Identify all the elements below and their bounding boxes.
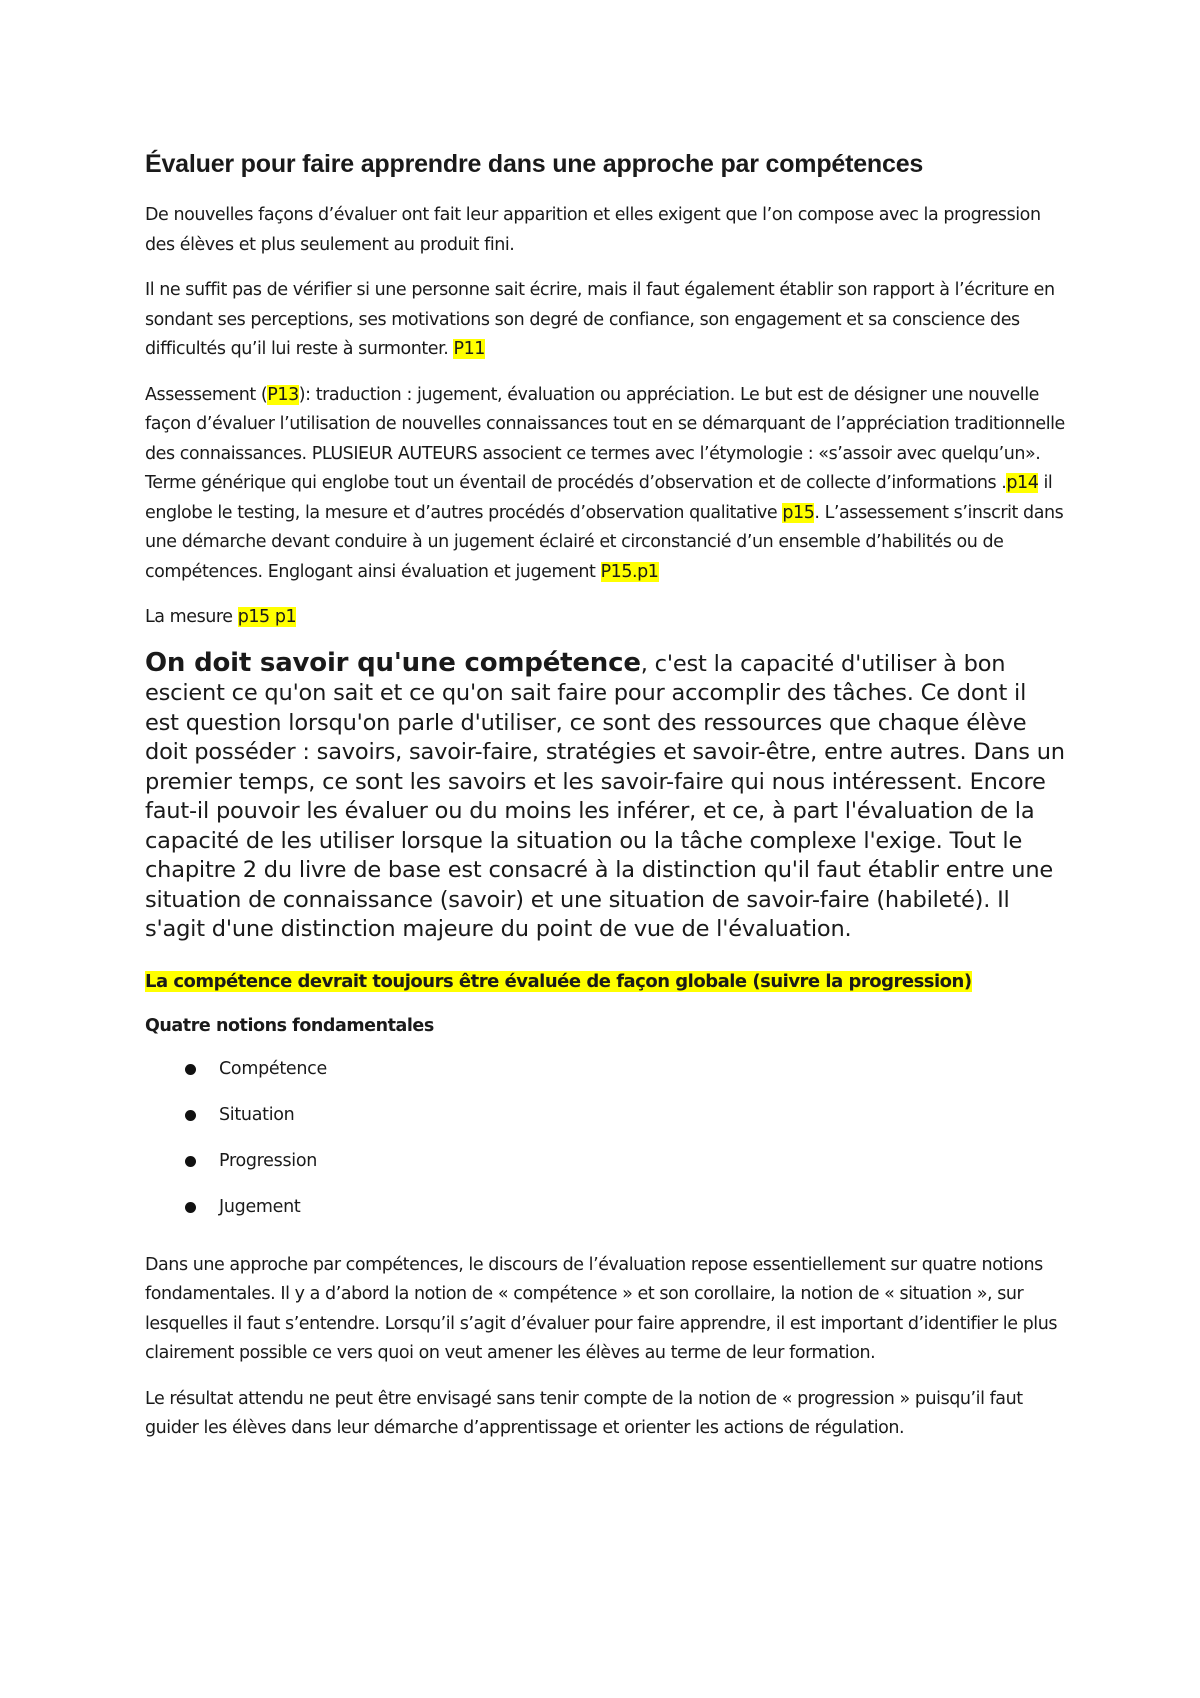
highlighted-heading-text: La compétence devrait toujours être évaluée de façon globale (suivre la progression) [145, 970, 972, 992]
page-reference-p13: P13 [267, 384, 299, 405]
paragraph-four-notions: Dans une approche par compétences, le discours de l’évaluation repose essentiellement sur quatre notions fondamentales. Il y a d’abord la notion de « compétence » et son corollaire, la notion de « situation », sur lesquelles il faut s’entendre. Lorsqu’il s’agit d’évaluer pour faire apprendre, il est important d’identifier le plus clairement possible ce vers quoi on veut amener les élèves au terme de leur formation. [145, 1254, 1058, 1363]
page-reference-p15-p1: P15.p1 [600, 561, 659, 582]
highlighted-heading [145, 967, 1065, 996]
paragraph-progression: Le résultat attendu ne peut être envisagé sans tenir compte de la notion de « progression » puisqu’il faut guider les élèves dans leur démarche d’apprentissage et orienter les actions de régulation. [145, 1388, 1023, 1438]
assessement-text-b: ): traduction : jugement, évaluation ou appréciation. Le but est de désigner une nouvelle façon d’évaluer l’utilisation de nouvelles connaissances tout en se démarquant de l’appréciation traditionnelle des connaissances. PLUSIEUR AUTEURS associent ce termes avec l’étymologie : «s’assoir avec quelqu’un». Terme générique qui englobe tout un éventail de procédés d’observation et de collecte d’informations . [145, 384, 1065, 493]
assessement-text-c: il englobe le testing, la mesure et d’autres procédés d’observation qualitative [145, 473, 1053, 523]
list-item [145, 1147, 1065, 1193]
bullet-icon [185, 1202, 196, 1213]
paragraph-intro: De nouvelles façons d’évaluer ont fait leur apparition et elles exigent que l’on compose avec la progression des élèves et plus seulement au produit fini. [145, 205, 1041, 255]
competence-lead: On doit savoir qu'une compétence [145, 647, 641, 678]
list-item-label: Jugement [219, 1196, 301, 1217]
paragraph-mesure [145, 603, 1065, 633]
paragraph-writing [145, 276, 1065, 365]
page-reference-p14: p14 [1006, 473, 1039, 493]
document-title: Évaluer pour faire apprendre dans une approche par compétences [145, 150, 924, 178]
mesure-text: La mesure [145, 607, 238, 627]
page-reference-mesure: p15 p1 [237, 607, 297, 627]
list-item [145, 1193, 1065, 1239]
paragraph-writing-text: Il ne suffit pas de vérifier si une personne sait écrire, mais il faut également établir son rapport à l’écriture en sondant ses perceptions, ses motivations son degré de confiance, son engagement et sa conscience des difficultés qu’il lui reste à surmonter. [145, 280, 1055, 359]
competence-rest: , c'est la capacité d'utiliser à bon escient ce qu'on sait et ce qu'on sait faire pour accomplir des tâches. Ce dont il est question lorsqu'on parle d'utiliser, ce sont des ressources que chaque élève doit posséder : savoirs, savoir-faire, stratégies et savoir-être, entre autres. Dans un premier temps, ce sont les savoirs et les savoir-faire qui nous intéressent. Encore faut-il pouvoir les évaluer ou du moins les inférer, et ce, à part l'évaluation de la capacité de les utiliser lorsque la situation ou la tâche complexe l'exige. Tout le chapitre 2 du livre de base est consacré à la distinction qu'il faut établir entre une situation de connaissance (savoir) et une situation de savoir-faire (habileté). Il s'agit d'une distinction majeure du point de vue de l'évaluation. [145, 650, 1065, 942]
list-item-label: Compétence [219, 1058, 327, 1079]
paragraph-assessement [145, 381, 1065, 588]
bullet-icon [185, 1064, 196, 1075]
subheading-notions: Quatre notions fondamentales [145, 1015, 434, 1036]
bullet-icon [185, 1156, 196, 1167]
notions-list [145, 1055, 1065, 1239]
list-item-label: Progression [219, 1150, 318, 1171]
page-reference-p15: p15 [782, 502, 815, 523]
bullet-icon [185, 1110, 196, 1121]
list-item [145, 1055, 1065, 1101]
paragraph-competence-definition [145, 649, 1065, 945]
list-item [145, 1101, 1065, 1147]
list-item-label: Situation [219, 1104, 295, 1125]
document-page [145, 150, 1065, 1460]
assessement-text-a: Assessement ( [145, 384, 268, 405]
assessement-text-d: . L’assessement s’inscrit dans une démarche devant conduire à un jugement éclairé et circonstancié d’un ensemble d’habilités ou de compétences. Englogant ainsi évaluation et jugement [145, 502, 1064, 582]
page-reference-p11: P11 [453, 339, 485, 359]
